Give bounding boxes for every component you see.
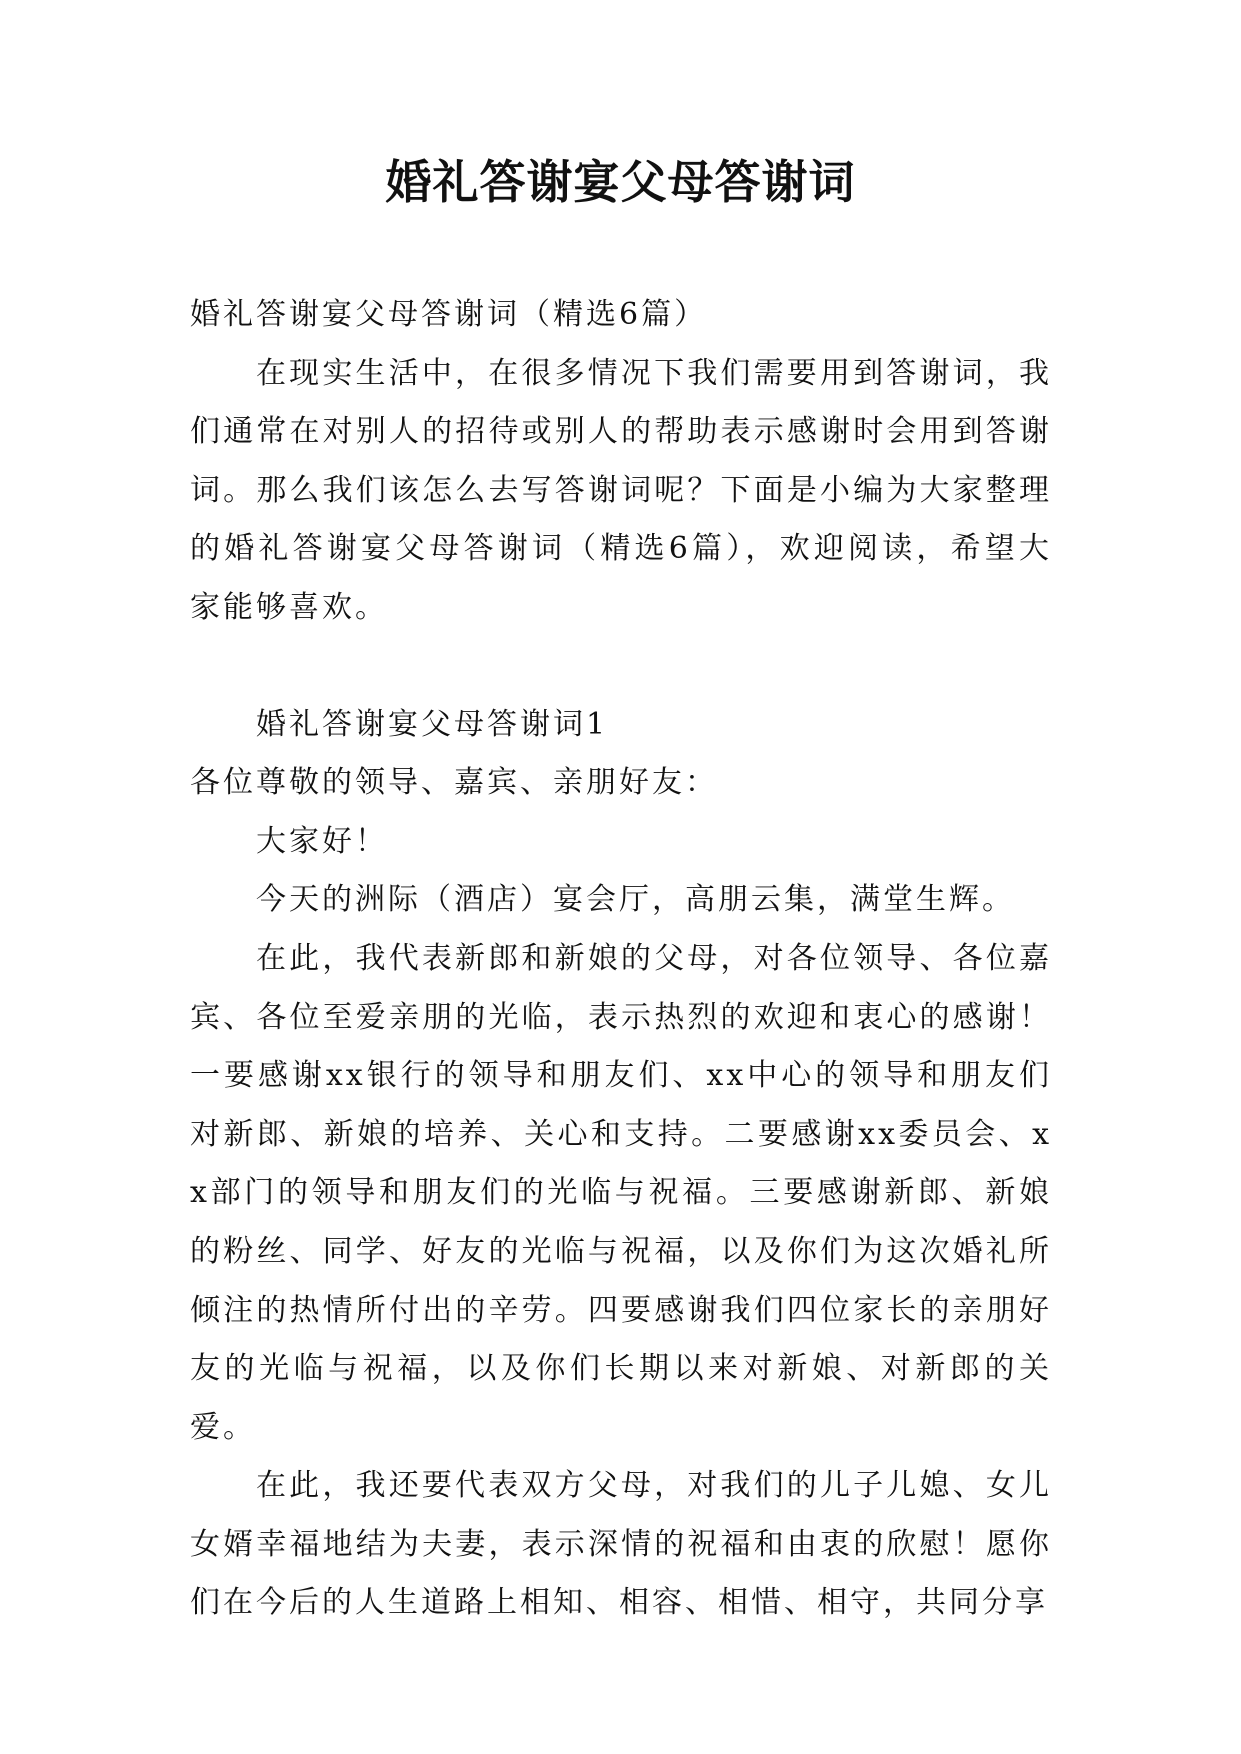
body-paragraph-3: 在此，我还要代表双方父母，对我们的儿子儿媳、女儿女婿幸福地结为夫妻，表示深情的祝福和由衷的欣慰！愿你们在今后的人生道路上相知、相容、相惜、相守，共同分享	[190, 1468, 1052, 1621]
greeting: 大家好！	[256, 823, 388, 859]
salutation: 各位尊敬的领导、嘉宾、亲朋好友：	[190, 765, 718, 801]
paragraph-spacer	[190, 638, 1052, 696]
section-heading: 婚礼答谢宴父母答谢词1	[256, 706, 609, 742]
document-subtitle: 婚礼答谢宴父母答谢词（精选6篇）	[190, 297, 708, 332]
body-paragraph-1: 今天的洲际（酒店）宴会厅，高朋云集，满堂生辉。	[256, 882, 1015, 918]
intro-paragraph: 在现实生活中，在很多情况下我们需要用到答谢词，我们通常在对别人的招待或别人的帮助表示感谢时会用到答谢词。那么我们该怎么去写答谢词呢？下面是小编为大家整理的婚礼答谢宴父母答谢词（精选6篇），欢迎阅读，希望大家能够喜欢。	[190, 355, 1052, 625]
body-paragraph-2: 在此，我代表新郎和新娘的父母，对各位领导、各位嘉宾、各位至爱亲朋的光临，表示热烈的欢迎和衷心的感谢！一要感谢xx银行的领导和朋友们、xx中心的领导和朋友们对新郎、新娘的培养、关心和支持。二要感谢xx委员会、xx部门的领导和朋友们的光临与祝福。三要感谢新郎、新娘的粉丝、同学、好友的光临与祝福，以及你们为这次婚礼所倾注的热情所付出的辛劳。四要感谢我们四位家长的亲朋好友的光临与祝福，以及你们长期以来对新娘、对新郎的关爱。	[190, 940, 1052, 1445]
document-title: 婚礼答谢宴父母答谢词	[385, 155, 856, 209]
document-body	[190, 286, 1052, 1633]
